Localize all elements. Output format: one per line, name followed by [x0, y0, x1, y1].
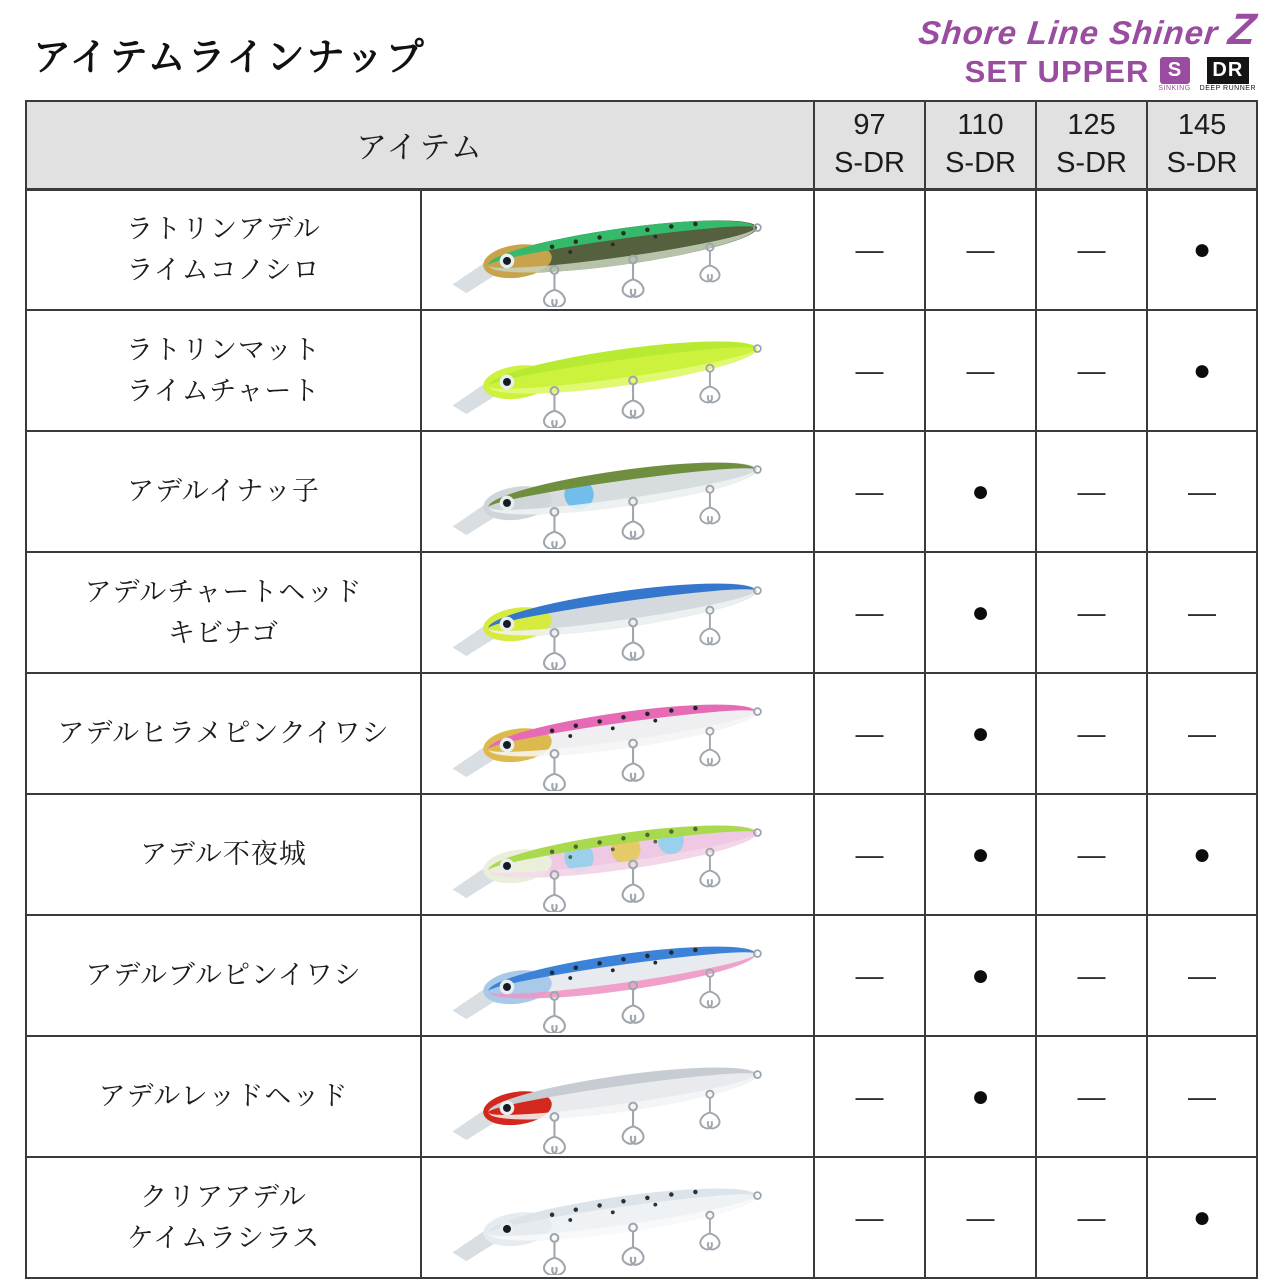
availability-cell — [814, 431, 925, 552]
lure-name-cell — [26, 915, 421, 1036]
availability-cell — [925, 794, 1036, 915]
lure-image — [422, 314, 813, 428]
availability-mark: — — [1188, 959, 1217, 991]
lure-body — [481, 693, 760, 767]
size-value: 110 — [957, 109, 1004, 142]
availability-cell — [1036, 915, 1147, 1036]
availability-mark: — — [1077, 717, 1106, 749]
availability-cell — [925, 673, 1036, 794]
lure-name-line: ラトリンアデル — [126, 214, 321, 245]
availability-cell — [925, 431, 1036, 552]
page-title: アイテムラインナップ — [33, 37, 426, 79]
availability-cell — [1036, 431, 1147, 552]
availability-cell — [1036, 1157, 1147, 1278]
availability-mark: — — [1077, 959, 1106, 991]
availability-cell — [1147, 673, 1257, 794]
availability-cell — [1147, 431, 1257, 552]
availability-mark: — — [1077, 354, 1106, 386]
availability-mark: — — [855, 717, 884, 749]
lure-photo-cell — [421, 794, 814, 915]
sinking-badge-sub: SINKING — [1158, 85, 1191, 92]
lure-image — [422, 798, 813, 912]
size-type: S-DR — [1166, 146, 1238, 179]
availability-cell — [814, 915, 925, 1036]
availability-cell — [925, 1157, 1036, 1278]
sinking-badge — [1158, 57, 1190, 92]
availability-cell — [1147, 1157, 1257, 1278]
availability-mark: — — [1077, 475, 1106, 507]
table-header-row — [26, 101, 1257, 189]
availability-mark: — — [855, 838, 884, 870]
lure-photo-cell — [421, 915, 814, 1036]
lure-image — [422, 677, 813, 791]
lure-image — [422, 1040, 813, 1154]
table-row — [26, 310, 1257, 431]
size-column-header-110 — [925, 101, 1036, 189]
lure-name-line: ライムコノシロ — [126, 254, 321, 285]
brand-wordmark — [916, 5, 1259, 54]
availability-mark: — — [855, 1080, 884, 1112]
availability-mark: — — [855, 1201, 884, 1233]
size-type: S-DR — [945, 146, 1016, 179]
deep-runner-badge-letters: DR — [1207, 57, 1249, 84]
availability-cell — [1036, 552, 1147, 673]
lure-name-line: アデルブルピンイワシ — [85, 960, 362, 991]
lure-body — [481, 451, 760, 525]
availability-cell — [1147, 794, 1257, 915]
availability-cell — [814, 794, 925, 915]
table-row — [26, 552, 1257, 673]
lure-name-line: アデルチャートヘッド — [84, 577, 363, 607]
lure-name-cell — [26, 794, 421, 915]
availability-mark: ● — [971, 474, 990, 508]
lure-photo-cell — [421, 1157, 814, 1278]
lure-name-line: ラトリンマット — [126, 335, 321, 365]
availability-cell — [1036, 310, 1147, 431]
brand-logo — [916, 5, 1259, 92]
table-row — [26, 431, 1257, 552]
availability-cell — [814, 673, 925, 794]
availability-mark: — — [1188, 596, 1217, 628]
lure-photo-cell — [421, 189, 814, 310]
availability-mark: ● — [1192, 232, 1212, 266]
availability-mark: ● — [1192, 837, 1212, 871]
size-type: S-DR — [1056, 146, 1127, 179]
availability-mark: — — [855, 233, 884, 265]
size-column-header-97 — [814, 101, 925, 189]
availability-cell — [814, 189, 925, 310]
lure-name-line: アデルヒラメピンクイワシ — [57, 718, 390, 749]
lure-name-cell — [26, 673, 421, 794]
lure-photo-cell — [421, 310, 814, 431]
availability-mark: — — [966, 233, 995, 265]
lure-photo-cell — [421, 673, 814, 794]
brand-wordmark-text: Shore Line Shiner — [916, 14, 1220, 51]
lure-image — [422, 435, 813, 549]
lure-body — [481, 935, 760, 1009]
availability-cell — [1147, 310, 1257, 431]
size-value: 97 — [853, 109, 886, 142]
lure-name-line: アデル不夜城 — [140, 839, 307, 870]
brand-z-glyph: Z — [1225, 5, 1259, 54]
availability-mark: — — [1077, 1201, 1106, 1233]
availability-mark: — — [1077, 1080, 1106, 1112]
item-lineup-table — [25, 100, 1258, 1279]
availability-cell — [1147, 915, 1257, 1036]
availability-cell — [925, 310, 1036, 431]
lure-name-line: ケイムラシラス — [126, 1222, 321, 1253]
lure-body — [481, 330, 760, 404]
table-row — [26, 673, 1257, 794]
availability-mark: ● — [1192, 353, 1212, 387]
lure-name-line: ライムチャート — [126, 375, 321, 406]
availability-mark: — — [1188, 717, 1217, 749]
availability-cell — [1036, 673, 1147, 794]
lure-photo-cell — [421, 431, 814, 552]
table-row — [26, 1036, 1257, 1157]
lure-name-cell — [26, 431, 421, 552]
availability-cell — [814, 1036, 925, 1157]
availability-mark: — — [1077, 838, 1106, 870]
availability-mark: ● — [971, 1079, 990, 1113]
size-value: 145 — [1177, 109, 1227, 142]
availability-mark: ● — [971, 716, 990, 750]
availability-cell — [814, 310, 925, 431]
availability-cell — [1036, 794, 1147, 915]
availability-cell — [925, 552, 1036, 673]
lure-body — [481, 1056, 760, 1130]
availability-mark: — — [1188, 475, 1217, 507]
availability-mark: — — [966, 1201, 995, 1233]
lure-name-line: キビナゴ — [168, 617, 279, 648]
availability-mark: — — [1077, 596, 1106, 628]
lure-image — [422, 919, 813, 1033]
availability-cell — [814, 1157, 925, 1278]
availability-cell — [925, 1036, 1036, 1157]
lure-name-cell — [26, 310, 421, 431]
size-type: S-DR — [834, 146, 905, 179]
availability-mark: ● — [971, 958, 990, 992]
availability-cell — [1036, 1036, 1147, 1157]
lure-name-line: アデルレッドヘッド — [98, 1081, 349, 1112]
lure-name-cell — [26, 189, 421, 310]
availability-mark: — — [855, 354, 884, 386]
availability-mark: ● — [971, 595, 990, 629]
size-column-header-125 — [1036, 101, 1147, 189]
lure-name-line: クリアアデル — [140, 1182, 307, 1212]
lure-name-cell — [26, 552, 421, 673]
availability-cell — [1147, 552, 1257, 673]
availability-mark: ● — [1192, 1200, 1212, 1234]
table-row — [26, 189, 1257, 310]
lure-image — [422, 556, 813, 670]
availability-cell — [814, 552, 925, 673]
lure-image — [422, 1161, 813, 1275]
lure-body — [481, 572, 760, 646]
availability-cell — [1147, 1036, 1257, 1157]
availability-cell — [925, 189, 1036, 310]
lure-photo-cell — [421, 552, 814, 673]
size-value: 125 — [1067, 109, 1116, 142]
table-row — [26, 915, 1257, 1036]
sinking-badge-letter: S — [1160, 57, 1190, 84]
availability-cell — [925, 915, 1036, 1036]
lure-name-line: アデルイナッ子 — [127, 476, 320, 507]
lure-image — [422, 193, 813, 307]
lure-body — [481, 209, 760, 283]
availability-mark: — — [855, 959, 884, 991]
lure-photo-cell — [421, 1036, 814, 1157]
size-column-header-145 — [1147, 101, 1257, 189]
lure-name-cell — [26, 1036, 421, 1157]
table-row — [26, 794, 1257, 915]
availability-cell — [1147, 189, 1257, 310]
table-row — [26, 1157, 1257, 1278]
availability-mark: — — [855, 475, 884, 507]
availability-cell — [1036, 189, 1147, 310]
series-name: SET UPPER — [964, 54, 1150, 89]
item-column-header: アイテム — [26, 101, 814, 189]
availability-mark: — — [966, 354, 995, 386]
availability-mark: — — [855, 596, 884, 628]
availability-mark: — — [1077, 233, 1106, 265]
availability-mark: ● — [971, 837, 990, 871]
lure-name-cell — [26, 1157, 421, 1278]
lure-body — [481, 1177, 760, 1251]
deep-runner-badge — [1200, 57, 1256, 92]
deep-runner-badge-sub: DEEP RUNNER — [1199, 85, 1256, 92]
lure-body — [481, 814, 760, 888]
availability-mark: — — [1188, 1080, 1217, 1112]
series-line — [919, 54, 1256, 92]
